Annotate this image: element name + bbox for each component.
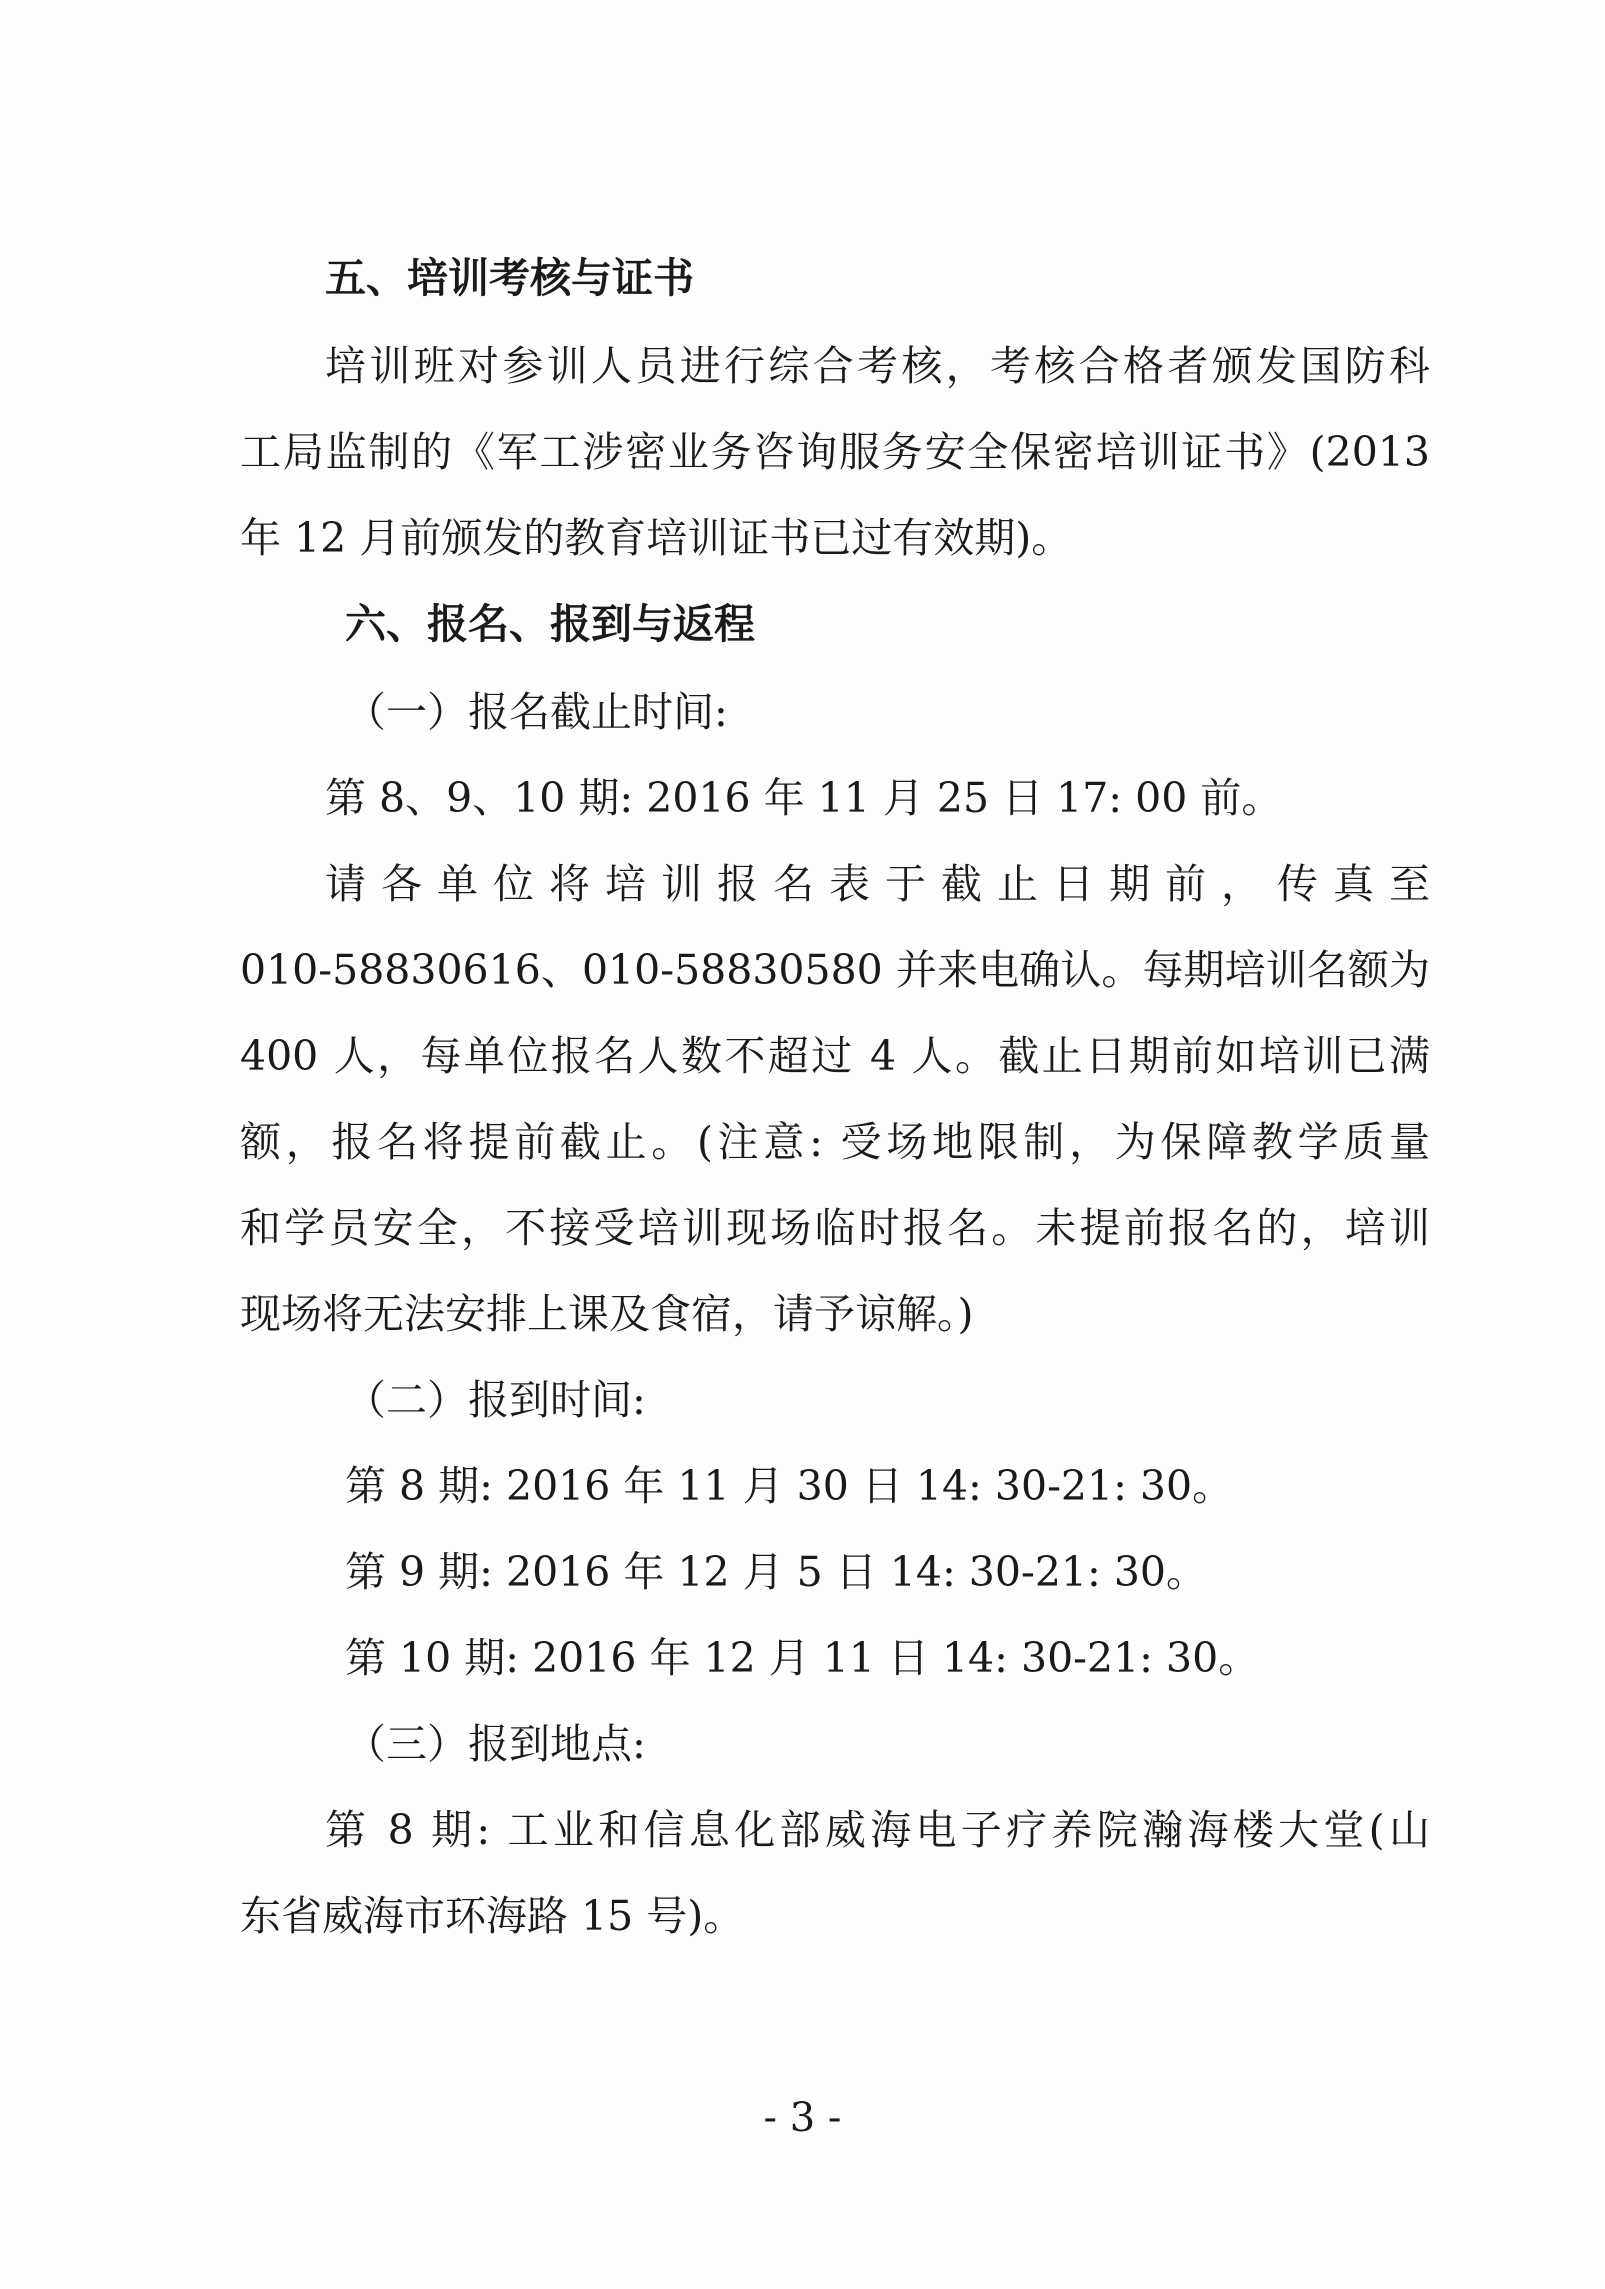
section-6-sub1-para-line-3: 400 人，每单位报名人数不超过 4 人。截止日期前如培训已满 [240, 1032, 1430, 1080]
section-6-sub2-item-3: 第 10 期: 2016 年 12 月 11 日 14: 30-21: 30。 [345, 1634, 1260, 1682]
section-6-sub3-para-line-2: 东省威海市环海路 15 号)。 [240, 1892, 745, 1940]
section-6-sub2-item-2: 第 9 期: 2016 年 12 月 5 日 14: 30-21: 30。 [345, 1548, 1208, 1596]
section-5-para-line-2: 工局监制的《军工涉密业务咨询服务安全保密培训证书》(2013 [240, 428, 1430, 476]
section-6-sub1-para-line-4: 额，报名将提前截止。(注意: 受场地限制，为保障教学质量 [240, 1118, 1430, 1166]
section-6-sub1-para-line-6: 现场将无法安排上课及食宿，请予谅解。) [240, 1290, 974, 1338]
section-6-sub3-title: （三）报到地点: [345, 1720, 646, 1768]
section-5-para-line-1: 培训班对参训人员进行综合考核，考核合格者颁发国防科 [325, 342, 1430, 390]
section-6-sub1-deadline: 第 8、9、10 期: 2016 年 11 月 25 日 17: 00 前。 [325, 774, 1283, 822]
section-6-sub1-para-line-1: 请各单位将培训报名表于截止日期前，传真至 [325, 860, 1430, 908]
section-6-sub1-title: （一）报名截止时间: [345, 688, 728, 736]
section-6-sub3-para-line-1: 第 8 期: 工业和信息化部威海电子疗养院瀚海楼大堂(山 [325, 1806, 1430, 1854]
section-5-para-line-3: 年 12 月前颁发的教育培训证书已过有效期)。 [240, 514, 1073, 562]
section-5-heading: 五、培训考核与证书 [325, 254, 694, 302]
section-6-heading: 六、报名、报到与返程 [345, 600, 755, 648]
section-6-sub2-item-1: 第 8 期: 2016 年 11 月 30 日 14: 30-21: 30。 [345, 1462, 1234, 1510]
section-6-sub1-para-line-2: 010-58830616、010-58830580 并来电确认。每期培训名额为 [240, 946, 1430, 994]
section-6-sub1-para-line-5: 和学员安全，不接受培训现场临时报名。未提前报名的，培训 [240, 1204, 1430, 1252]
section-6-sub2-title: （二）报到时间: [345, 1376, 646, 1424]
page-number: - 3 - [763, 2095, 842, 2141]
